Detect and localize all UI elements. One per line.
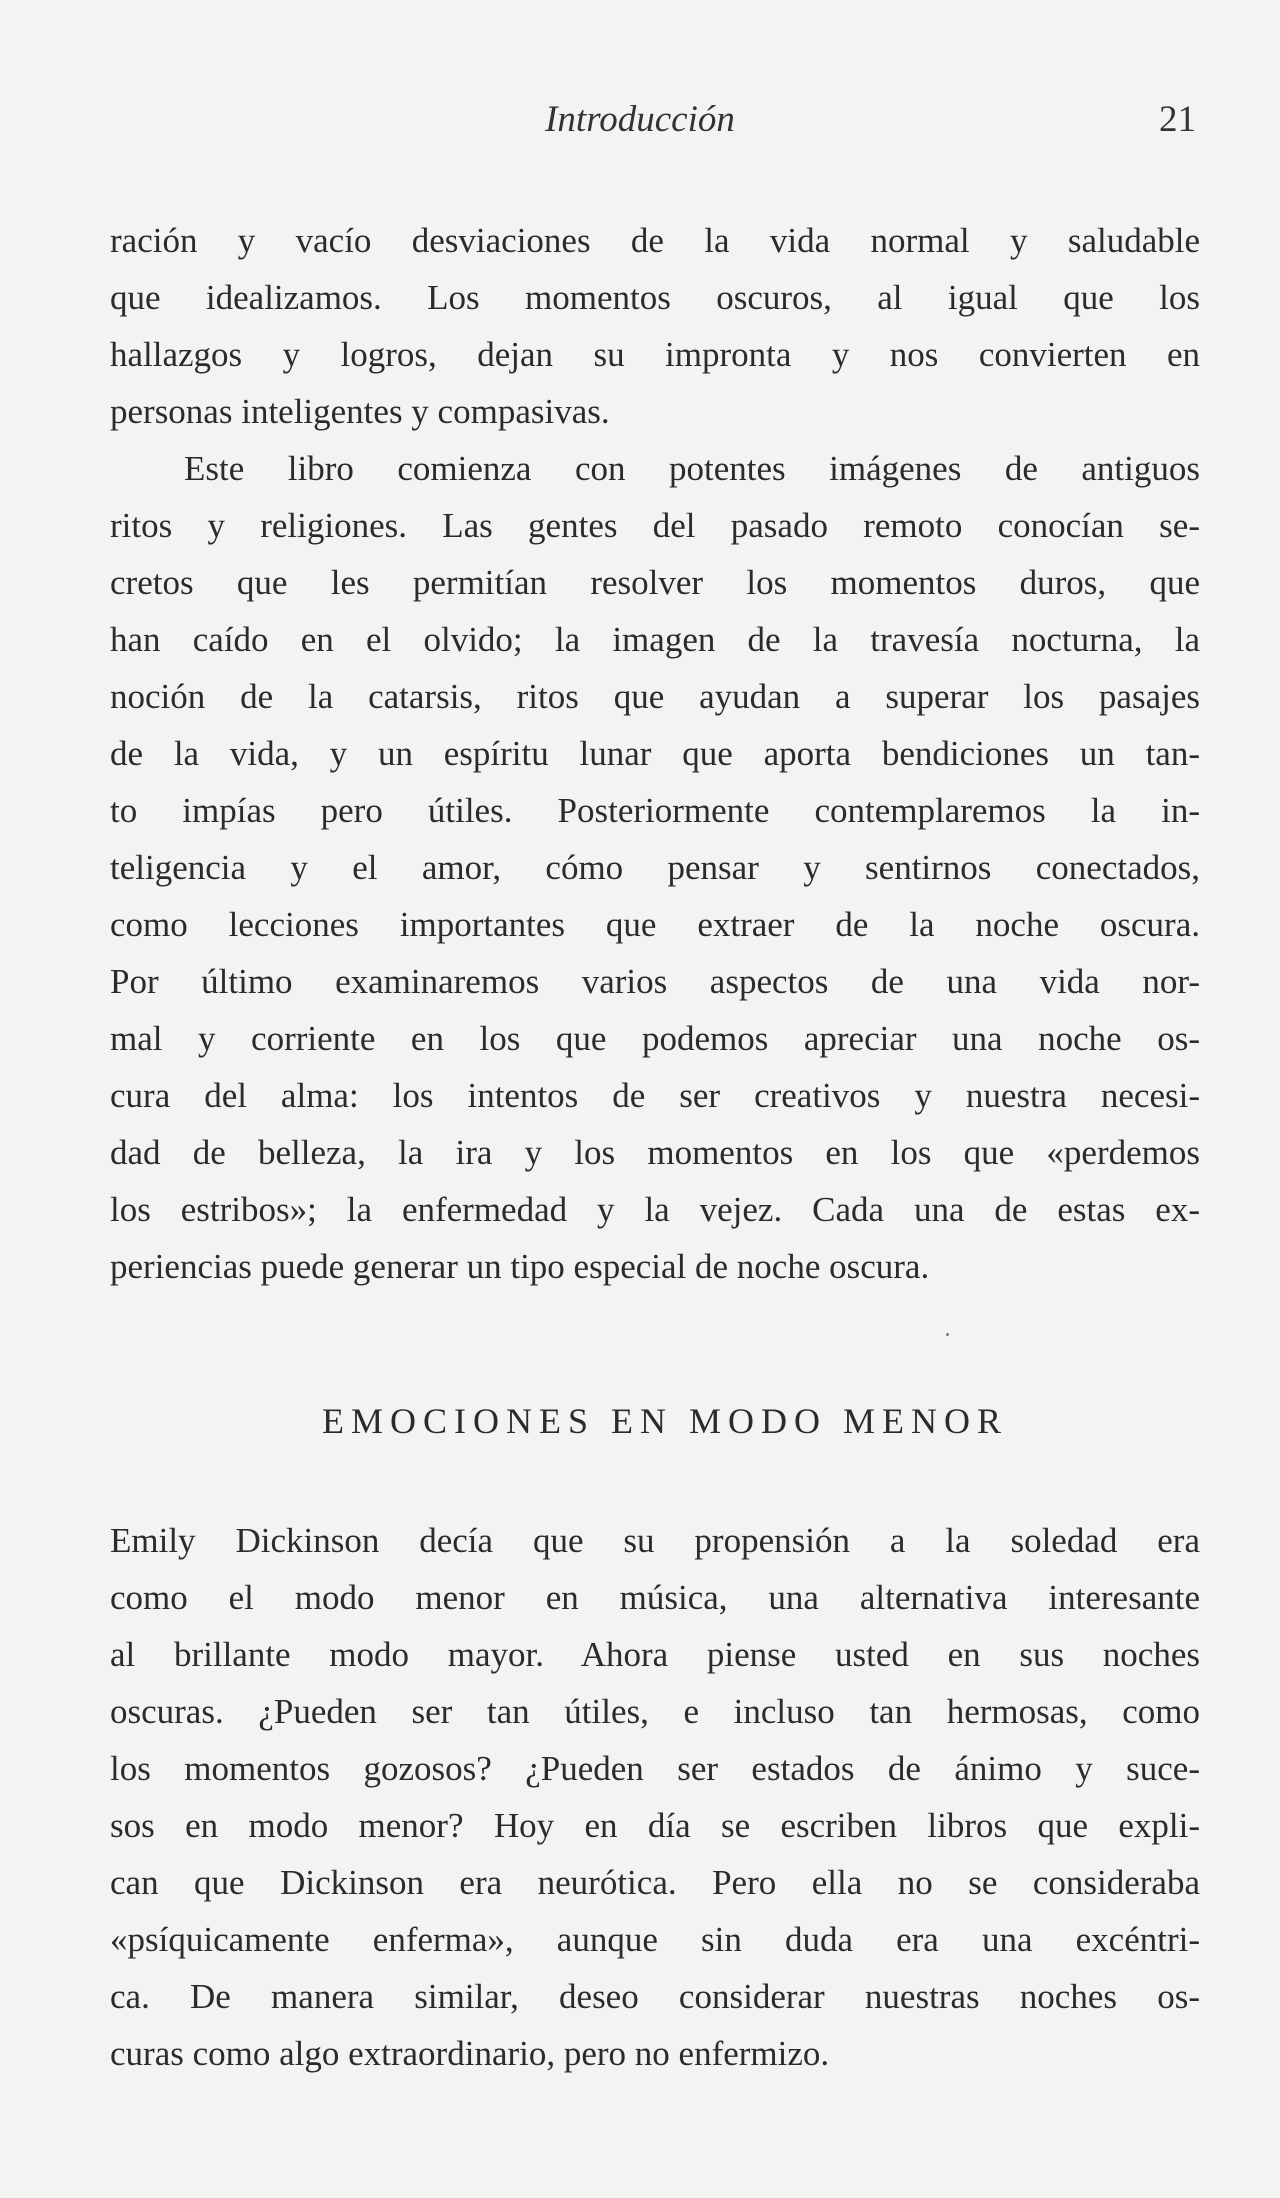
text-line: al brillante modo mayor. Ahora piense usted en sus noches bbox=[110, 1635, 1200, 1674]
section-2-text bbox=[110, 1512, 1200, 2082]
text-line: noción de la catarsis, ritos que ayudan a superar los pasajes bbox=[110, 677, 1200, 716]
text-line: personas inteligentes y compasivas. bbox=[110, 392, 610, 431]
text-line-indented: Este libro comienza con potentes imágenes de antiguos bbox=[184, 449, 1200, 488]
running-title: Introducción bbox=[545, 99, 735, 140]
section-break-dot bbox=[946, 1333, 949, 1336]
text-line: cretos que les permitían resolver los momentos duros, que bbox=[110, 563, 1200, 602]
text-line: Por último examinaremos varios aspectos de una vida nor- bbox=[110, 962, 1200, 1001]
text-line: can que Dickinson era neurótica. Pero ella no se consideraba bbox=[110, 1863, 1200, 1902]
text-line: ca. De manera similar, deseo considerar nuestras noches os- bbox=[110, 1977, 1200, 2016]
text-line: de la vida, y un espíritu lunar que aporta bendiciones un tan- bbox=[110, 734, 1200, 773]
text-line: mal y corriente en los que podemos apreciar una noche os- bbox=[110, 1019, 1200, 1058]
text-line: los estribos»; la enfermedad y la vejez. Cada una de estas ex- bbox=[110, 1190, 1200, 1229]
text-line: oscuras. ¿Pueden ser tan útiles, e incluso tan hermosas, como bbox=[110, 1692, 1200, 1731]
text-line: los momentos gozosos? ¿Pueden ser estados de ánimo y suce- bbox=[110, 1749, 1200, 1788]
text-line: periencias puede generar un tipo especial de noche oscura. bbox=[110, 1247, 930, 1286]
text-line: dad de belleza, la ira y los momentos en los que «perdemos bbox=[110, 1133, 1200, 1172]
section-heading bbox=[0, 1400, 1280, 1442]
section-heading-text: EMOCIONES EN MODO MENOR bbox=[321, 1401, 1008, 1441]
text-line: como el modo menor en música, una alternativa interesante bbox=[110, 1578, 1200, 1617]
text-line: que idealizamos. Los momentos oscuros, al igual que los bbox=[110, 278, 1200, 317]
text-line: cura del alma: los intentos de ser creativos y nuestra necesi- bbox=[110, 1076, 1200, 1115]
text-line: to impías pero útiles. Posteriormente contemplaremos la in- bbox=[110, 791, 1200, 830]
text-line: sos en modo menor? Hoy en día se escriben libros que expli- bbox=[110, 1806, 1200, 1845]
text-line: ración y vacío desviaciones de la vida normal y saludable bbox=[110, 221, 1200, 260]
text-line: han caído en el olvido; la imagen de la travesía nocturna, la bbox=[110, 620, 1200, 659]
text-line: «psíquicamente enferma», aunque sin duda era una excéntri- bbox=[110, 1920, 1200, 1959]
text-line: teligencia y el amor, cómo pensar y sentirnos conectados, bbox=[110, 848, 1200, 887]
text-line: Emily Dickinson decía que su propensión a la soledad era bbox=[110, 1521, 1200, 1560]
section-1-text bbox=[110, 212, 1200, 1295]
page-number: 21 bbox=[1159, 99, 1196, 140]
text-line: como lecciones importantes que extraer de la noche oscura. bbox=[110, 905, 1200, 944]
text-line: ritos y religiones. Las gentes del pasado remoto conocían se- bbox=[110, 506, 1200, 545]
text-line: hallazgos y logros, dejan su impronta y nos convierten en bbox=[110, 335, 1200, 374]
text-line: curas como algo extraordinario, pero no enfermizo. bbox=[110, 2034, 830, 2073]
